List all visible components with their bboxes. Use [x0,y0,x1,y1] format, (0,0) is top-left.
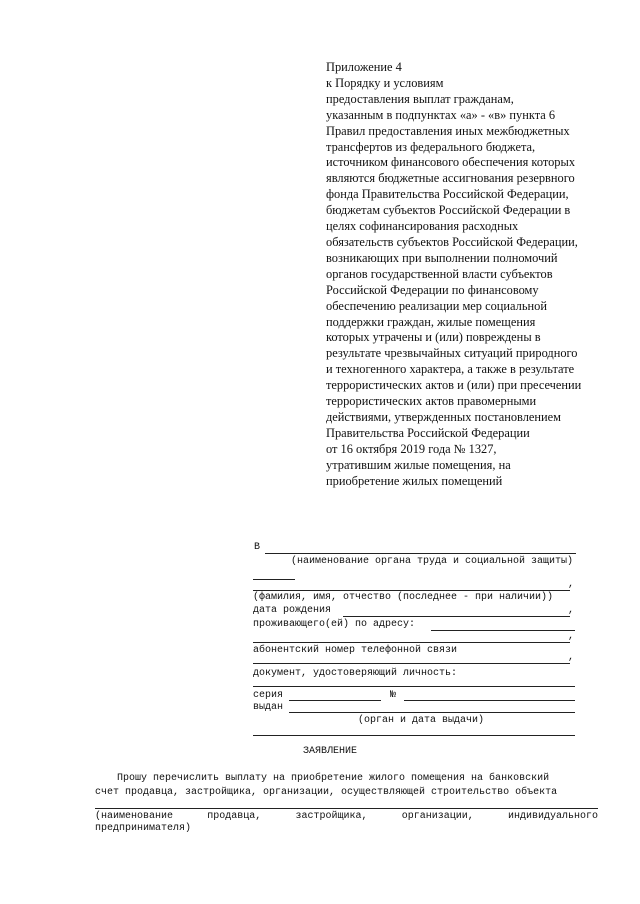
seller-hint-word: застройщика, [295,811,368,822]
to-label: В [254,542,261,553]
appendix-line: Приложение 4 [326,60,402,74]
comma: , [568,631,575,642]
appendix-line: результате чрезвычайных ситуаций природного [326,346,578,361]
address-label: проживающего(ей) по адресу: [253,619,416,630]
organ-extra-field[interactable] [253,579,295,580]
appendix-line: которых утрачены и (или) повреждены в [326,330,541,345]
appendix-line: возникающих при выполнении полномочий [326,250,558,265]
seller-hint-word: продавца, [207,811,262,822]
comma: , [568,652,575,663]
statement-title: ЗАЯВЛЕНИЕ [303,746,358,757]
appendix-line: целях софинансирования расходных [326,219,519,234]
seller-hint [95,811,598,822]
seller-hint-word: организации, [401,811,474,822]
phone-field[interactable] [253,663,570,664]
appendix-line: Российской Федерации по финансовому [326,282,539,297]
issued-label: выдан [253,702,284,713]
appendix-line: предоставления выплат гражданам, [326,91,514,106]
appendix-line: Правил предоставления иных межбюджетных [326,123,570,138]
series-field[interactable] [289,700,381,701]
appendix-line: органов государственной власти субъектов [326,266,553,281]
full-name-field[interactable] [253,590,570,591]
seller-hint-word: (наименование [95,811,174,822]
appendix-line: и техногенного характера, а также в результате [326,362,575,377]
appendix-line: приобретение жилых помещений [326,473,503,488]
appendix-line: утратившим жилые помещения, на [326,457,511,472]
seller-name-field[interactable] [95,808,598,809]
seller-hint-line2: предпринимателя) [95,823,192,834]
statement-text-line2: счет продавца, застройщика, организации, осуществляющей строительство объекта [95,787,558,798]
full-name-hint: (фамилия, имя, отчество (последнее - при наличии)) [253,592,554,603]
number-label: № [390,690,397,701]
identity-document-field[interactable] [253,686,575,687]
appendix-line: действиями, утвержденных постановлением [326,409,562,424]
appendix-line: террористических актов правомерными [326,394,537,409]
seller-hint-word: индивидуального [507,811,598,822]
appendix-line: к Порядку и условиям [326,75,444,90]
appendix-line: источником финансового обеспечения которых [326,155,576,170]
address-field[interactable] [431,630,575,631]
identity-document-label: документ, удостоверяющий личность: [253,668,458,679]
appendix-line: указанным в подпунктах «а» - «в» пункта 6 [326,107,556,122]
phone-label: абонентский номер телефонной связи [253,645,458,656]
appendix-line: от 16 октября 2019 года № 1327, [326,441,497,456]
organ-name-field[interactable] [265,553,576,554]
appendix-line: трансфертов из федерального бюджета, [326,139,536,154]
statement-text-line1: Прошу перечислить выплату на приобретение жилого помещения на банковский [117,773,550,784]
issued-field[interactable] [289,712,575,713]
comma: , [568,579,575,590]
issued-hint: (орган и дата выдачи) [358,715,485,726]
appendix-line: обеспечению реализации мер социальной [326,298,547,313]
address-field-2[interactable] [253,642,570,643]
appendix-header [326,60,626,489]
number-field[interactable] [404,700,575,701]
appendix-line: террористических актов и (или) при пресечении [326,378,582,393]
issued-field-2[interactable] [253,735,575,736]
birth-date-field[interactable] [343,616,570,617]
comma: , [568,605,575,616]
appendix-line: Правительства Российской Федерации [326,425,530,440]
appendix-line: обязательств субъектов Российской Федерации, [326,234,578,249]
organ-hint: (наименование органа труда и социальной защиты) [291,556,574,567]
appendix-line: поддержки граждан, жилые помещения [326,314,536,329]
series-label: серия [253,690,284,701]
appendix-line: являются бюджетные ассигнования резервного [326,171,575,186]
birth-date-label: дата рождения [253,605,332,616]
appendix-line: бюджетам субъектов Российской Федерации в [326,203,571,218]
appendix-line: фонда Правительства Российской Федерации, [326,187,569,202]
